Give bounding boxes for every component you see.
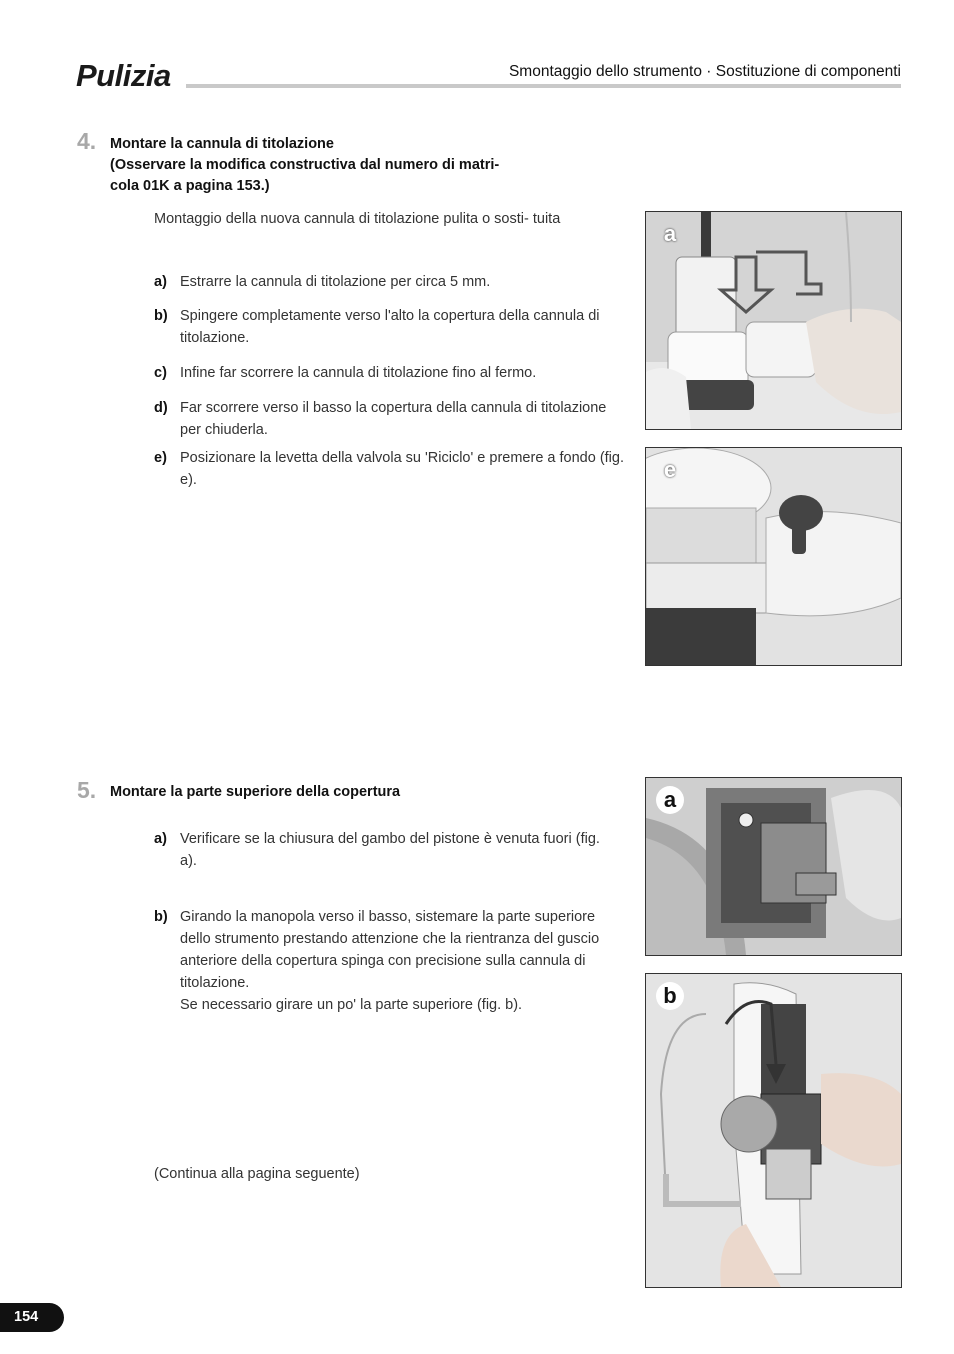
photo-5b-illustration xyxy=(646,974,901,1287)
step-4-heading-line-2: (Osservare la modifica constructiva dal numero di matri- xyxy=(110,157,500,173)
step-4-intro: Montaggio della nuova cannula di titolazione pulita o sosti- tuita xyxy=(154,211,561,227)
step-4-number: 4. xyxy=(77,128,97,154)
continue-note: (Continua alla pagina seguente) xyxy=(154,1166,360,1182)
photo-5a-illustration xyxy=(646,778,901,955)
item-text: Infine far scorrere la cannula di titolazione fino al fermo. xyxy=(180,365,537,381)
item-label: e) xyxy=(154,450,167,466)
photo-5a xyxy=(645,777,902,956)
item-label: b) xyxy=(154,308,168,324)
step-4-heading-line-1: Montare la cannula di titolazione xyxy=(110,136,334,152)
step-4-item-b xyxy=(154,305,619,349)
item-text: Verificare se la chiusura del gambo del pistone è venuta fuori (fig. a). xyxy=(180,831,600,869)
step-5-number: 5. xyxy=(77,777,97,803)
item-label: d) xyxy=(154,400,168,416)
step-4-heading xyxy=(110,134,499,197)
photo-4e-illustration xyxy=(646,448,901,665)
step-5-heading: Montare la parte superiore della copertura xyxy=(110,784,401,800)
step-4-item-d xyxy=(154,397,619,441)
item-text-note: Se necessario girare un po' la parte superiore (fig. b). xyxy=(180,997,523,1013)
photo-5b xyxy=(645,973,902,1288)
step-4-item-c xyxy=(154,362,624,384)
step-5-item-b xyxy=(154,906,619,1016)
figure-label: e xyxy=(663,457,677,482)
step-4-item-a xyxy=(154,271,624,293)
item-text: Posizionare la levetta della valvola su 'Riciclo' e premere a fondo (fig. e). xyxy=(180,450,624,488)
item-label: a) xyxy=(154,274,167,290)
item-text: Spingere completamente verso l'alto la copertura della cannula di titolazione. xyxy=(180,308,600,346)
item-label: c) xyxy=(154,365,167,381)
item-label: b) xyxy=(154,909,168,925)
item-label: a) xyxy=(154,831,167,847)
photo-4e xyxy=(645,447,902,666)
page-number: 154 xyxy=(0,1303,64,1332)
item-text: Far scorrere verso il basso la copertura della cannula di titolazione per chiuderla. xyxy=(180,400,607,438)
page-subtitle: Smontaggio dello strumento · Sostituzione di componenti xyxy=(508,63,901,80)
figure-label: a xyxy=(663,221,677,246)
figure-label: b xyxy=(656,982,684,1010)
photo-4a-illustration xyxy=(646,212,901,429)
figure-label: a xyxy=(656,786,684,814)
item-text: Girando la manopola verso il basso, sistemare la parte superiore dello strumento prestando attenzione che la rientranza del guscio anteriore della copertura spinga con precisione sulla cannula di titolazione. xyxy=(180,909,600,991)
header-rule xyxy=(186,84,901,88)
photo-4a xyxy=(645,211,902,430)
item-text: Estrarre la cannula di titolazione per circa 5 mm. xyxy=(180,274,491,290)
page-title: Pulizia xyxy=(76,58,171,93)
step-4-heading-line-3: cola 01K a pagina 153.) xyxy=(110,178,270,194)
step-5-item-a xyxy=(154,828,619,872)
step-4-item-e xyxy=(154,447,624,491)
